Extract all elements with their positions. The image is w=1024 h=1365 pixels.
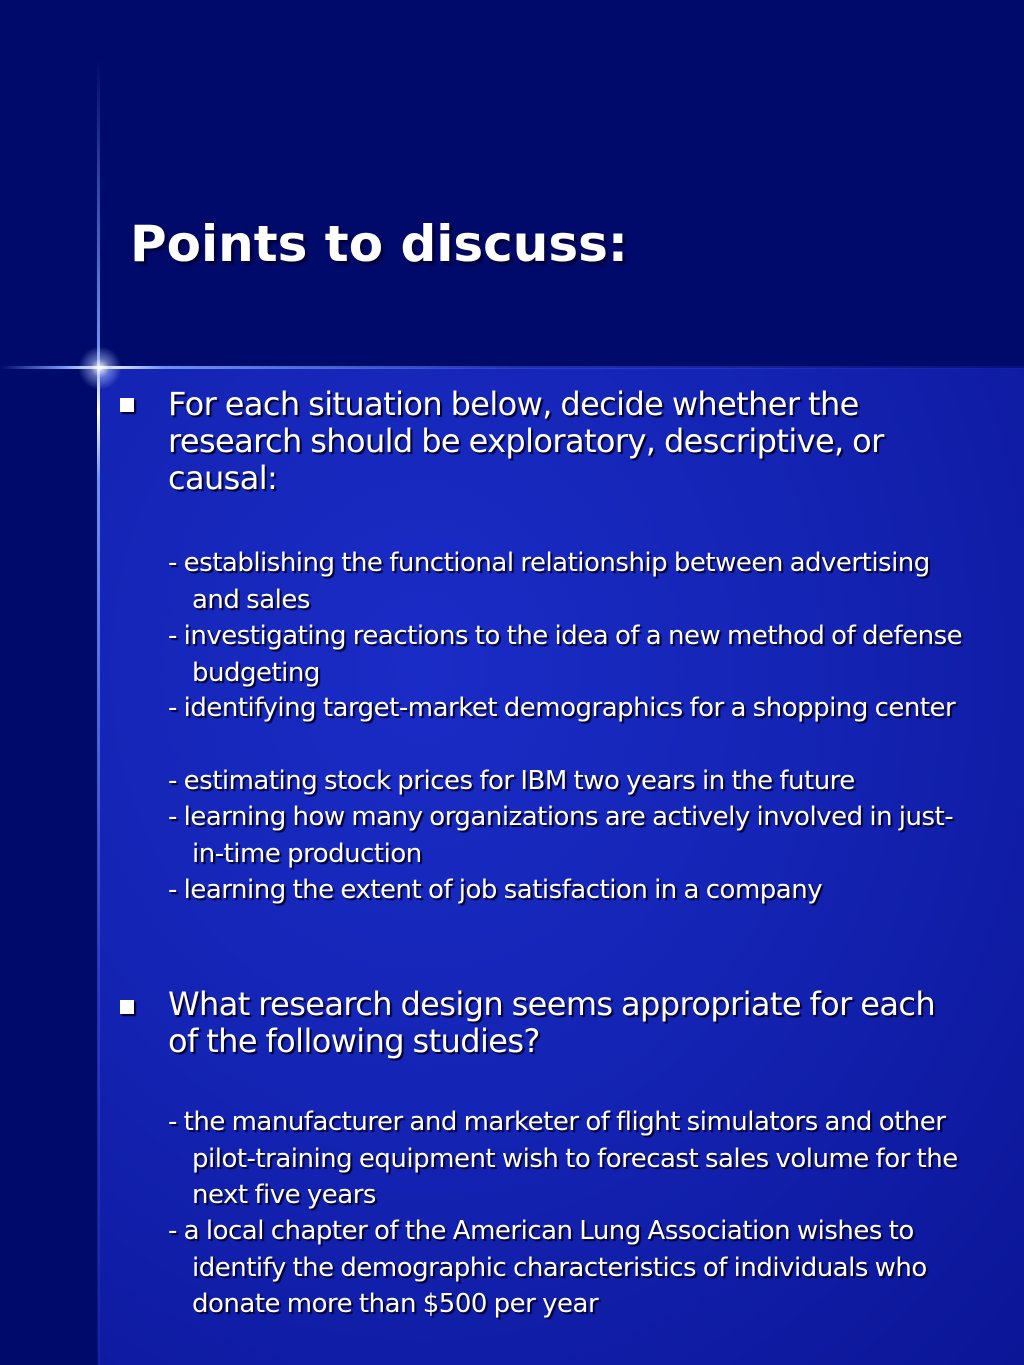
title-background-band (0, 0, 1024, 368)
list-item: - estimating stock prices for IBM two years in the future (168, 766, 855, 796)
vertical-accent-line (97, 60, 100, 1365)
crosshair-glow-icon (78, 346, 122, 390)
bullet-text: For each situation below, decide whether the research should be exploratory, descriptive, or causal: (168, 385, 884, 497)
list-item: - investigating reactions to the idea of a new method of defense budgeting (168, 621, 963, 688)
list-item: - establishing the functional relationship between advertising and sales (168, 548, 930, 615)
list-item: - a local chapter of the American Lung Association wishes to identify the demographic characteristics of individuals who donate more than $500 per year (168, 1216, 927, 1319)
square-bullet-icon (120, 1000, 134, 1014)
list-item: - the manufacturer and marketer of flight simulators and other pilot-training equipment wish to forecast sales volume for the next five years (168, 1107, 958, 1210)
list-item: - learning the extent of job satisfaction in a company (168, 875, 823, 905)
list-item: - learning how many organizations are actively involved in just-in-time production (168, 802, 954, 869)
slide-title: Points to discuss: (130, 215, 628, 273)
horizontal-accent-line (0, 366, 1024, 369)
square-bullet-icon (120, 398, 134, 412)
bullet-text: What research design seems appropriate for each of the following studies? (168, 985, 936, 1060)
list-item: - identifying target-market demographics for a shopping center (168, 693, 956, 723)
